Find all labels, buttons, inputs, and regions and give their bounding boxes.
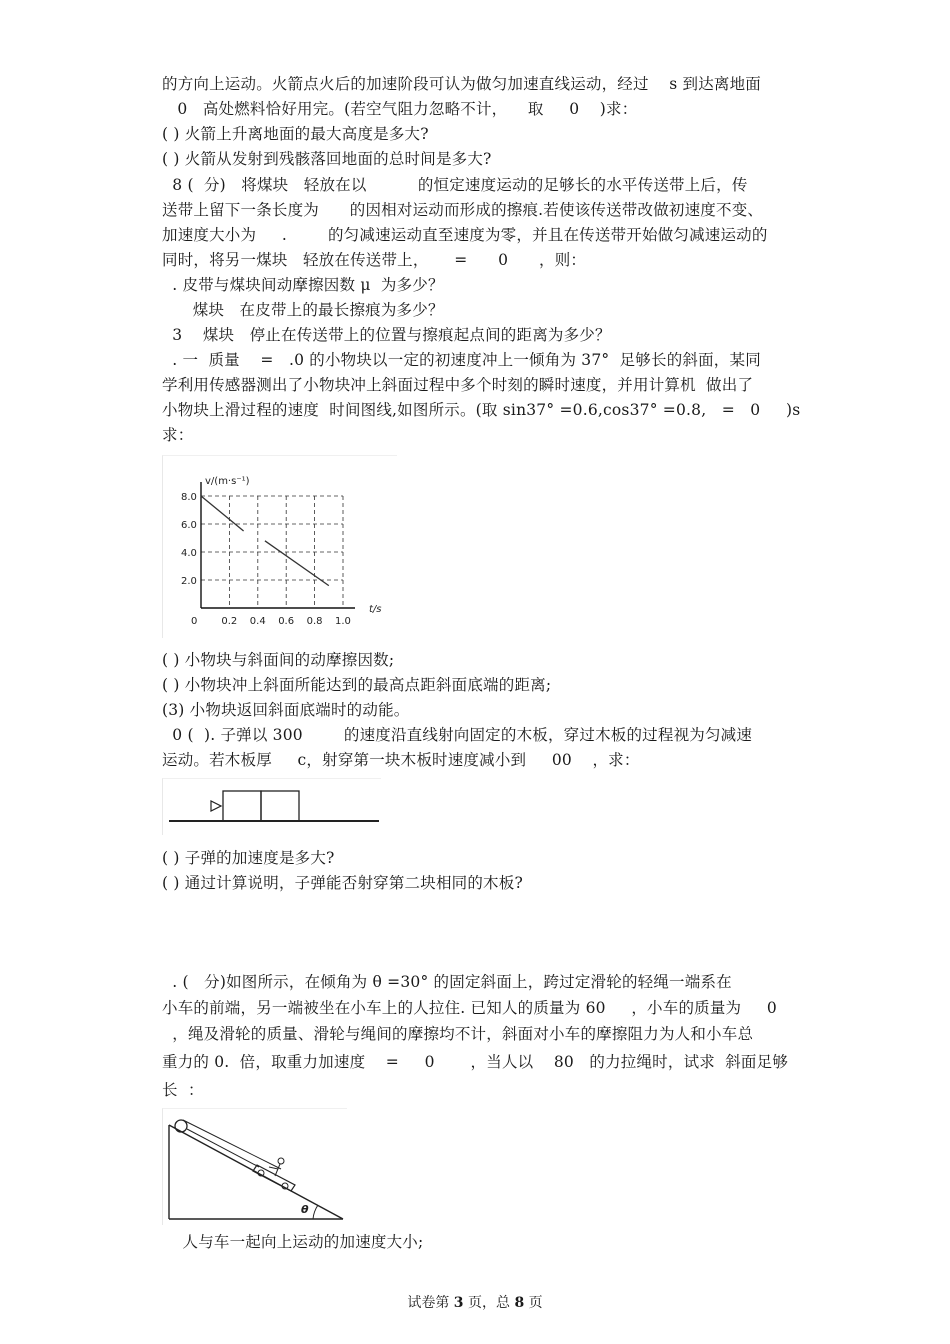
slope-text-line-1: . 一 质量 = .0 的小物块以一定的初速度冲上一倾角为 37° 足够长的斜面，某同 bbox=[162, 351, 761, 369]
chart-x-tick-label: 0.4 bbox=[249, 616, 266, 627]
footer-suffix: 页 bbox=[524, 1295, 543, 1311]
incline-pulley-diagram-svg bbox=[163, 1109, 347, 1225]
bullet-question-1: ( ) 子弹的加速度是多大? bbox=[162, 849, 335, 867]
footer-prefix: 试卷第 bbox=[407, 1295, 454, 1311]
wooden-board-1 bbox=[223, 791, 261, 821]
cart-body bbox=[253, 1165, 295, 1191]
rocket-question-2: ( ) 火箭从发射到残骸落回地面的总时间是多大? bbox=[162, 150, 492, 168]
slope-text-line-4: 求： bbox=[162, 426, 194, 444]
belt-text-line-4: 同时，将另一煤块 轻放在传送带上， = 0 ，则： bbox=[162, 251, 587, 269]
chart-x-tick-label: 0.8 bbox=[306, 616, 323, 627]
person-head bbox=[278, 1158, 284, 1164]
incline-text-line-1: . ( 分)如图所示，在倾角为 θ =30° 的固定斜面上，跨过定滑轮的轻绳一端系在 bbox=[162, 973, 732, 991]
chart-y-tick-label: 8.0 bbox=[181, 492, 197, 503]
bullet-question-2: ( ) 通过计算说明，子弹能否射穿第二块相同的木板? bbox=[162, 874, 523, 892]
wooden-board-2 bbox=[261, 791, 299, 821]
incline-pulley-diagram bbox=[162, 1108, 347, 1225]
chart-x-axis-label: t/s bbox=[369, 604, 382, 615]
belt-text-line-1: 8 ( 分) 将煤块 轻放在以 的恒定速度运动的足够长的水平传送带上后，传 bbox=[162, 176, 748, 194]
velocity-time-chart bbox=[162, 455, 397, 638]
page-footer bbox=[0, 1292, 950, 1312]
footer-middle: 页，总 bbox=[463, 1295, 515, 1311]
footer-total-pages: 8 bbox=[514, 1295, 525, 1311]
belt-text-line-3: 加速度大小为 . 的匀减速运动直至速度为零，并且在传送带开始做匀减速运动的 bbox=[162, 226, 768, 244]
angle-arc bbox=[313, 1205, 318, 1219]
chart-x-tick-label: 1.0 bbox=[335, 616, 351, 627]
footer-page-number: 3 bbox=[453, 1295, 464, 1311]
rocket-text-line-2: 0 高处燃料恰好用完。(若空气阻力忽略不计， 取 0 )求： bbox=[162, 100, 638, 118]
slope-text-line-2: 学利用传感器测出了小物块冲上斜面过程中多个时刻的瞬时速度，并用计算机 做出了 bbox=[162, 376, 754, 394]
chart-x-tick-label: 0 bbox=[191, 616, 198, 627]
belt-text-line-2: 送带上留下一条长度为 的因相对运动而形成的擦痕.若使该传送带改做初速度不变、 bbox=[162, 201, 764, 219]
incline-text-line-5: 长 ： bbox=[162, 1081, 204, 1099]
chart-series-line-2 bbox=[265, 541, 329, 586]
bullet-board-diagram bbox=[162, 778, 381, 835]
incline-question-1: 人与车一起向上运动的加速度大小; bbox=[162, 1233, 424, 1251]
bullet-text-line-1: 0 ( ). 子弹以 300 的速度沿直线射向固定的木板，穿过木板的过程视为匀减速 bbox=[162, 726, 753, 744]
incline-text-line-2: 小车的前端，另一端被坐在小车上的人拉住. 已知人的质量为 60 ，小车的质量为 0 bbox=[162, 999, 777, 1017]
rope-upper bbox=[183, 1120, 281, 1169]
slope-question-3: (3) 小物块返回斜面底端时的动能。 bbox=[162, 701, 410, 719]
velocity-time-chart-svg bbox=[163, 456, 397, 638]
theta-label: θ bbox=[301, 1203, 309, 1216]
chart-x-tick-label: 0.6 bbox=[278, 616, 295, 627]
chart-y-axis-label: v/(m·s⁻¹) bbox=[205, 476, 250, 487]
person-body bbox=[275, 1164, 280, 1176]
chart-y-tick-label: 6.0 bbox=[181, 520, 197, 531]
rocket-question-1: ( ) 火箭上升离地面的最大高度是多大? bbox=[162, 125, 429, 143]
chart-x-tick-label: 0.2 bbox=[221, 616, 238, 627]
rocket-text-line-1: 的方向上运动。火箭点火后的加速阶段可认为做匀加速直线运动，经过 s 到达离地面 bbox=[162, 75, 761, 93]
belt-question-3: 3 煤块 停止在传送带上的位置与擦痕起点间的距离为多少？ bbox=[162, 326, 611, 344]
slope-question-1: ( ) 小物块与斜面间的动摩擦因数; bbox=[162, 651, 395, 669]
slope-text-line-3: 小物块上滑过程的速度 时间图线,如图所示。(取 sin37° =0.6,cos37° =0.8, = 0 )s bbox=[162, 401, 801, 419]
pulley-icon bbox=[175, 1120, 187, 1132]
belt-question-1: . 皮带与煤块间动摩擦因数 μ 为多少？ bbox=[162, 276, 444, 294]
incline-text-line-3: ，绳及滑轮的质量、滑轮与绳间的摩擦均不计，斜面对小车的摩擦阻力为人和小车总 bbox=[162, 1025, 754, 1043]
chart-y-tick-label: 4.0 bbox=[181, 548, 197, 559]
slope-question-2: ( ) 小物块冲上斜面所能达到的最高点距斜面底端的距离; bbox=[162, 676, 552, 694]
chart-series-line-1 bbox=[201, 496, 244, 531]
bullet-board-diagram-svg bbox=[163, 779, 381, 835]
bullet-icon bbox=[211, 801, 221, 811]
chart-y-tick-label: 2.0 bbox=[181, 576, 197, 587]
bullet-text-line-2: 运动。若木板厚 c，射穿第一块木板时速度减小到 00 ，求： bbox=[162, 751, 640, 769]
incline-text-line-4: 重力的 0. 倍，取重力加速度 = 0 ，当人以 80 的力拉绳时，试求 斜面足够 bbox=[162, 1053, 789, 1071]
rope-lower bbox=[187, 1129, 259, 1167]
belt-question-2: 煤块 在皮带上的最长擦痕为多少？ bbox=[162, 301, 444, 319]
